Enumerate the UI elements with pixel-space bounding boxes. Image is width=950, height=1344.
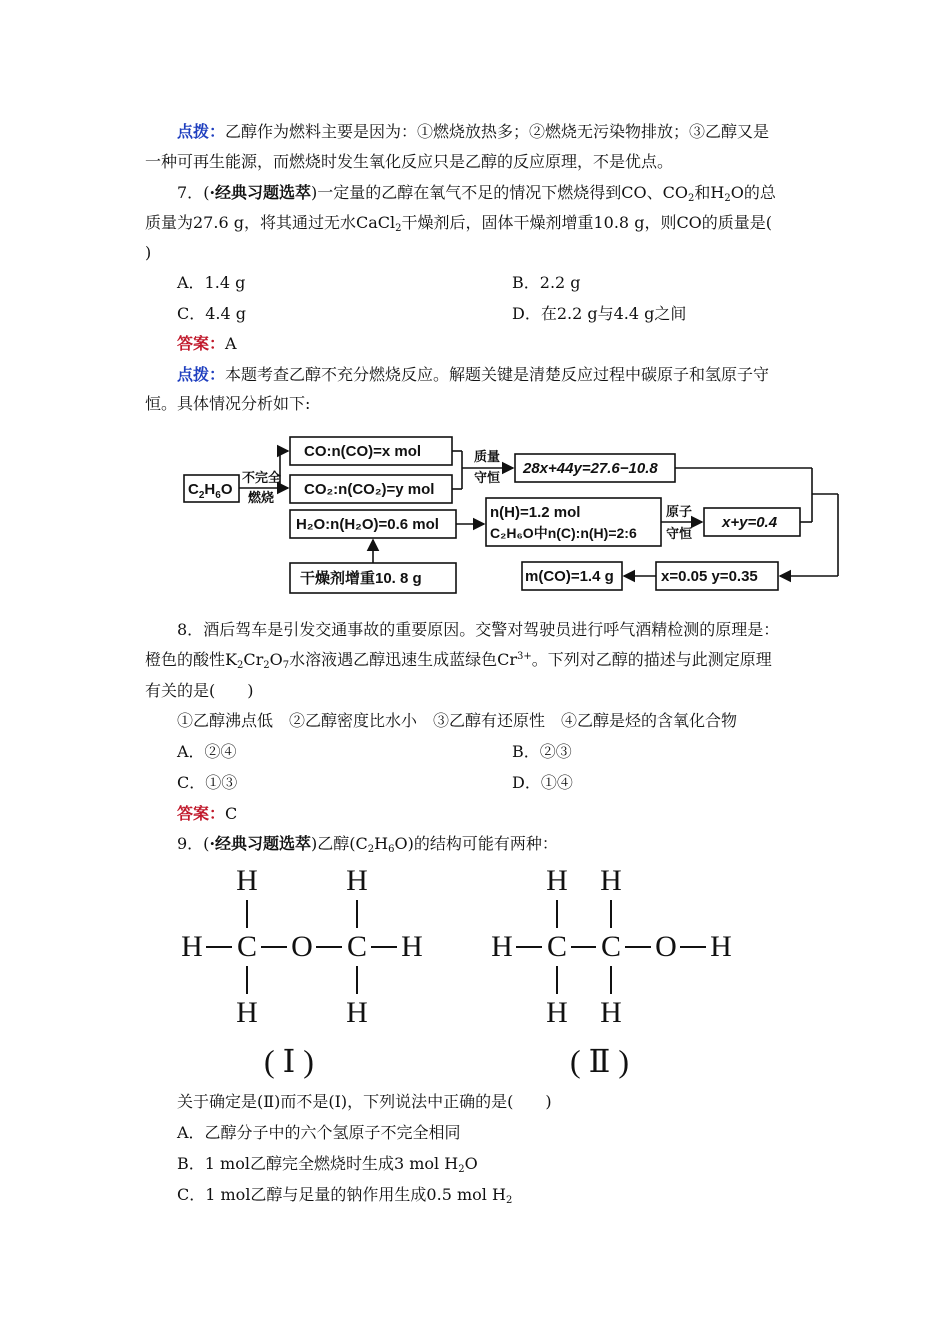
c2h6o-label: $C_2H_6O$ — [188, 481, 233, 501]
atom-h: H — [401, 930, 423, 963]
bond — [571, 946, 596, 948]
q7-option-d: D．在2.2 g与4.4 g之间 — [512, 304, 687, 323]
q8-stem-line1: 8．酒后驾车是引发交通事故的重要原因。交警对驾驶员进行呼气酒精检测的原理是： — [177, 620, 780, 639]
atom-h: H — [236, 996, 258, 1029]
bond — [246, 900, 248, 928]
atom-h: H — [346, 996, 368, 1029]
bond — [356, 966, 358, 994]
bond — [610, 966, 612, 994]
atom-h: H — [710, 930, 732, 963]
atom-label-1: 原子 — [666, 504, 693, 519]
bond — [556, 900, 558, 928]
q9-option-a: A．乙醇分子中的六个氢原子不完全相同 — [177, 1123, 461, 1142]
bond — [610, 900, 612, 928]
q7-stem-line1: 7．(·经典习题选萃)一定量的乙醇在氧气不足的情况下燃烧得到CO、$CO_2$和$H_2O$的总 — [177, 183, 776, 204]
atom-h: H — [600, 864, 622, 897]
q7-hint: 点拨：本题考查乙醇不充分燃烧反应。解题关键是清楚反应过程中碳原子和氢原子守 — [177, 365, 770, 384]
bond — [316, 946, 342, 948]
bond — [206, 946, 232, 948]
structure-2-label: ( Ⅱ ) — [570, 1043, 630, 1079]
atom-o: O — [655, 930, 677, 963]
atom-h: H — [546, 864, 568, 897]
co2-label: CO₂:n(CO₂)=y mol — [304, 481, 435, 498]
hint-paragraph — [177, 122, 769, 142]
incomplete-label-2: 燃烧 — [248, 490, 275, 505]
atom-h: H — [491, 930, 513, 963]
hint-paragraph-cont: 一种可再生能源，而燃烧时发生氧化反应只是乙醇的反应原理，不是优点。 — [145, 152, 674, 171]
atom-c: C — [600, 930, 621, 963]
bond — [516, 946, 542, 948]
q7-tag: ·经典习题选萃 — [209, 183, 312, 202]
q8-stem-line3: 有关的是( ) — [145, 681, 254, 700]
atom-h: H — [236, 864, 258, 897]
analysis-flow-diagram — [180, 430, 850, 600]
atom-h: H — [600, 996, 622, 1029]
q8-option-a: A．②④ — [177, 742, 237, 761]
bond — [556, 966, 558, 994]
atom-h: H — [546, 996, 568, 1029]
nh-label: n(H)=1.2 mol — [490, 504, 581, 521]
answer-label: 答案： — [177, 804, 226, 823]
q9-option-c: C．1 mol乙醇与足量的钠作用生成0.5 mol $H_2$ — [177, 1185, 513, 1206]
atom-h: H — [181, 930, 203, 963]
q7-answer — [177, 334, 237, 354]
bond — [261, 946, 287, 948]
q9-question: 关于确定是(Ⅱ)而不是(Ⅰ)，下列说法中正确的是( ) — [177, 1092, 552, 1111]
mass-label-1: 质量 — [474, 449, 501, 464]
q7-hint-cont: 恒。具体情况分析如下: — [145, 394, 311, 413]
atom-h: H — [346, 864, 368, 897]
q8-stem-line2: 橙色的酸性$K_2Cr_2O_7$水溶液遇乙醇迅速生成蓝绿色$Cr^{3+}$。下列对乙醇的描述与此测定原理 — [145, 650, 772, 671]
q9-tag: ·经典习题选萃 — [209, 834, 312, 853]
hint-label: 点拨： — [177, 365, 226, 384]
q9-option-b: B．1 mol乙醇完全燃烧时生成3 mol $H_2O$ — [177, 1154, 478, 1175]
bond — [371, 946, 397, 948]
answer-value: A — [225, 334, 237, 353]
q7-option-b: B．2.2 g — [512, 273, 581, 292]
atom-o: O — [291, 930, 313, 963]
q8-option-d: D．①④ — [512, 773, 573, 792]
ratio-label: C₂H₆O中n(C):n(H)=2:6 — [490, 525, 637, 541]
atom-label-2: 守恒 — [666, 526, 693, 541]
q7-stem-line2: 质量为27.6 g，将其通过无水CaCl$_2$干燥剂后，固体干燥剂增重10.8 g，则CO的质量是( — [145, 213, 773, 234]
bond — [246, 966, 248, 994]
q8-option-b: B．②③ — [512, 742, 572, 761]
answer-value: C — [225, 804, 238, 823]
answer-label: 答案： — [177, 334, 226, 353]
q9-stem: 9．(·经典习题选萃)乙醇$(C_2H_6O)$的结构可能有两种： — [177, 834, 558, 855]
incomplete-label-1: 不完全 — [242, 470, 282, 485]
bond — [356, 900, 358, 928]
mass-label-2: 守恒 — [474, 470, 501, 485]
mco-label: m(CO)=1.4 g — [525, 568, 614, 585]
q7-option-a: A．1.4 g — [177, 273, 246, 292]
structure-1-label: ( Ⅰ ) — [264, 1043, 314, 1079]
atom-c: C — [236, 930, 257, 963]
q8-statements: ①乙醇沸点低 ②乙醇密度比水小 ③乙醇有还原性 ④乙醇是烃的含氧化合物 — [177, 711, 738, 730]
q8-option-c: C．①③ — [177, 773, 238, 792]
q7-option-c: C．4.4 g — [177, 304, 247, 323]
atom-c: C — [546, 930, 567, 963]
bond — [680, 946, 706, 948]
result-label: x=0.05 y=0.35 — [661, 568, 758, 585]
hint-label: 点拨： — [177, 122, 226, 141]
atom-c: C — [346, 930, 367, 963]
desiccant-label: 干燥剂增重10. 8 g — [300, 570, 422, 587]
co-label: CO:n(CO)=x mol — [304, 443, 422, 460]
bond — [625, 946, 651, 948]
eq2-label: x+y=0.4 — [722, 514, 778, 531]
eq1-label: 28x+44y=27.6−10.8 — [523, 460, 658, 477]
h2o-label: H₂O:n(H₂O)=0.6 mol — [296, 516, 439, 533]
q8-answer — [177, 804, 237, 824]
hint-text: 乙醇作为燃料主要是因为：①燃烧放热多；②燃烧无污染物排放；③乙醇又是 — [225, 122, 770, 141]
q7-stem-line3: ) — [145, 243, 152, 262]
